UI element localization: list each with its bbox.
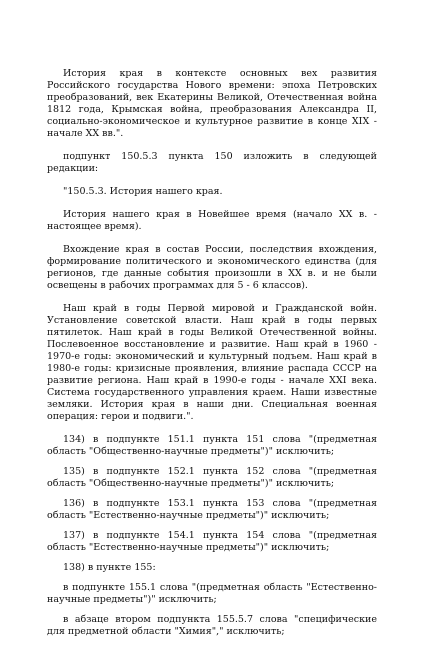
paragraph-item-138: 138) в пункте 155: bbox=[63, 562, 156, 573]
paragraph-item-137: 137) в подпункте 154.1 пункта 154 слова "(предметная область "Естественно-научные предметы")" исключить; bbox=[47, 530, 377, 553]
paragraph-150-5-3-heading: "150.5.3. История нашего края. bbox=[63, 186, 223, 197]
paragraph-item-136: 136) в подпункте 153.1 пункта 153 слова "(предметная область "Естественно-научные предметы")" исключить; bbox=[47, 498, 377, 521]
paragraph-subpoint-155-1: в подпункте 155.1 слова "(предметная область "Естественно-научные предметы")" исключить; bbox=[47, 582, 377, 605]
paragraph-item-135: 135) в подпункте 152.1 пункта 152 слова "(предметная область "Общественно-научные предметы")" исключить; bbox=[47, 466, 377, 489]
paragraph-item-134: 134) в подпункте 151.1 пункта 151 слова "(предметная область "Общественно-научные предметы")" исключить; bbox=[47, 434, 377, 457]
paragraph-history-modern-era: История края в контексте основных вех развития Российского государства Нового времени: эпоха Петровских преобразований, век Екатерины Великой, Отечественная война 1812 года, Крымская война, преобразования Александра II, социально-экономическое и культурное развитие в конце XIX - начале XX вв.". bbox=[47, 68, 377, 139]
paragraph-subpoint-155-5-7: в абзаце втором подпункта 155.5.7 слова "специфические для предметной области "Химия"," исключить; bbox=[47, 614, 377, 637]
paragraph-subpoint-150-5-3-intro: подпункт 150.5.3 пункта 150 изложить в следующей редакции: bbox=[47, 151, 377, 174]
document-page bbox=[47, 68, 377, 646]
paragraph-joining-russia: Вхождение края в состав России, последствия вхождения, формирование политического и экономического единства (для регионов, где данные события произошли в XX в. и не были освещены в рабочих программах для 5 - 6 классов). bbox=[47, 244, 377, 291]
paragraph-region-20th-century: Наш край в годы Первой мировой и Гражданской войн. Установление советской власти. Наш край в годы первых пятилеток. Наш край в годы Великой Отечественной войны. Послевоенное восстановление и развитие. Наш край в 1960 - 1970-е годы: экономический и культурный подъем. Наш край в 1980-е годы: кризисные проявления, влияние распада СССР на развитие региона. Наш край в 1990-е годы - начале XXI века. Система государственного управления краем. Наши известные земляки. История края в наши дни. Специальная военная операция: герои и подвиги.". bbox=[47, 303, 377, 422]
paragraph-recent-history: История нашего края в Новейшее время (начало XX в. - настоящее время). bbox=[47, 209, 377, 232]
